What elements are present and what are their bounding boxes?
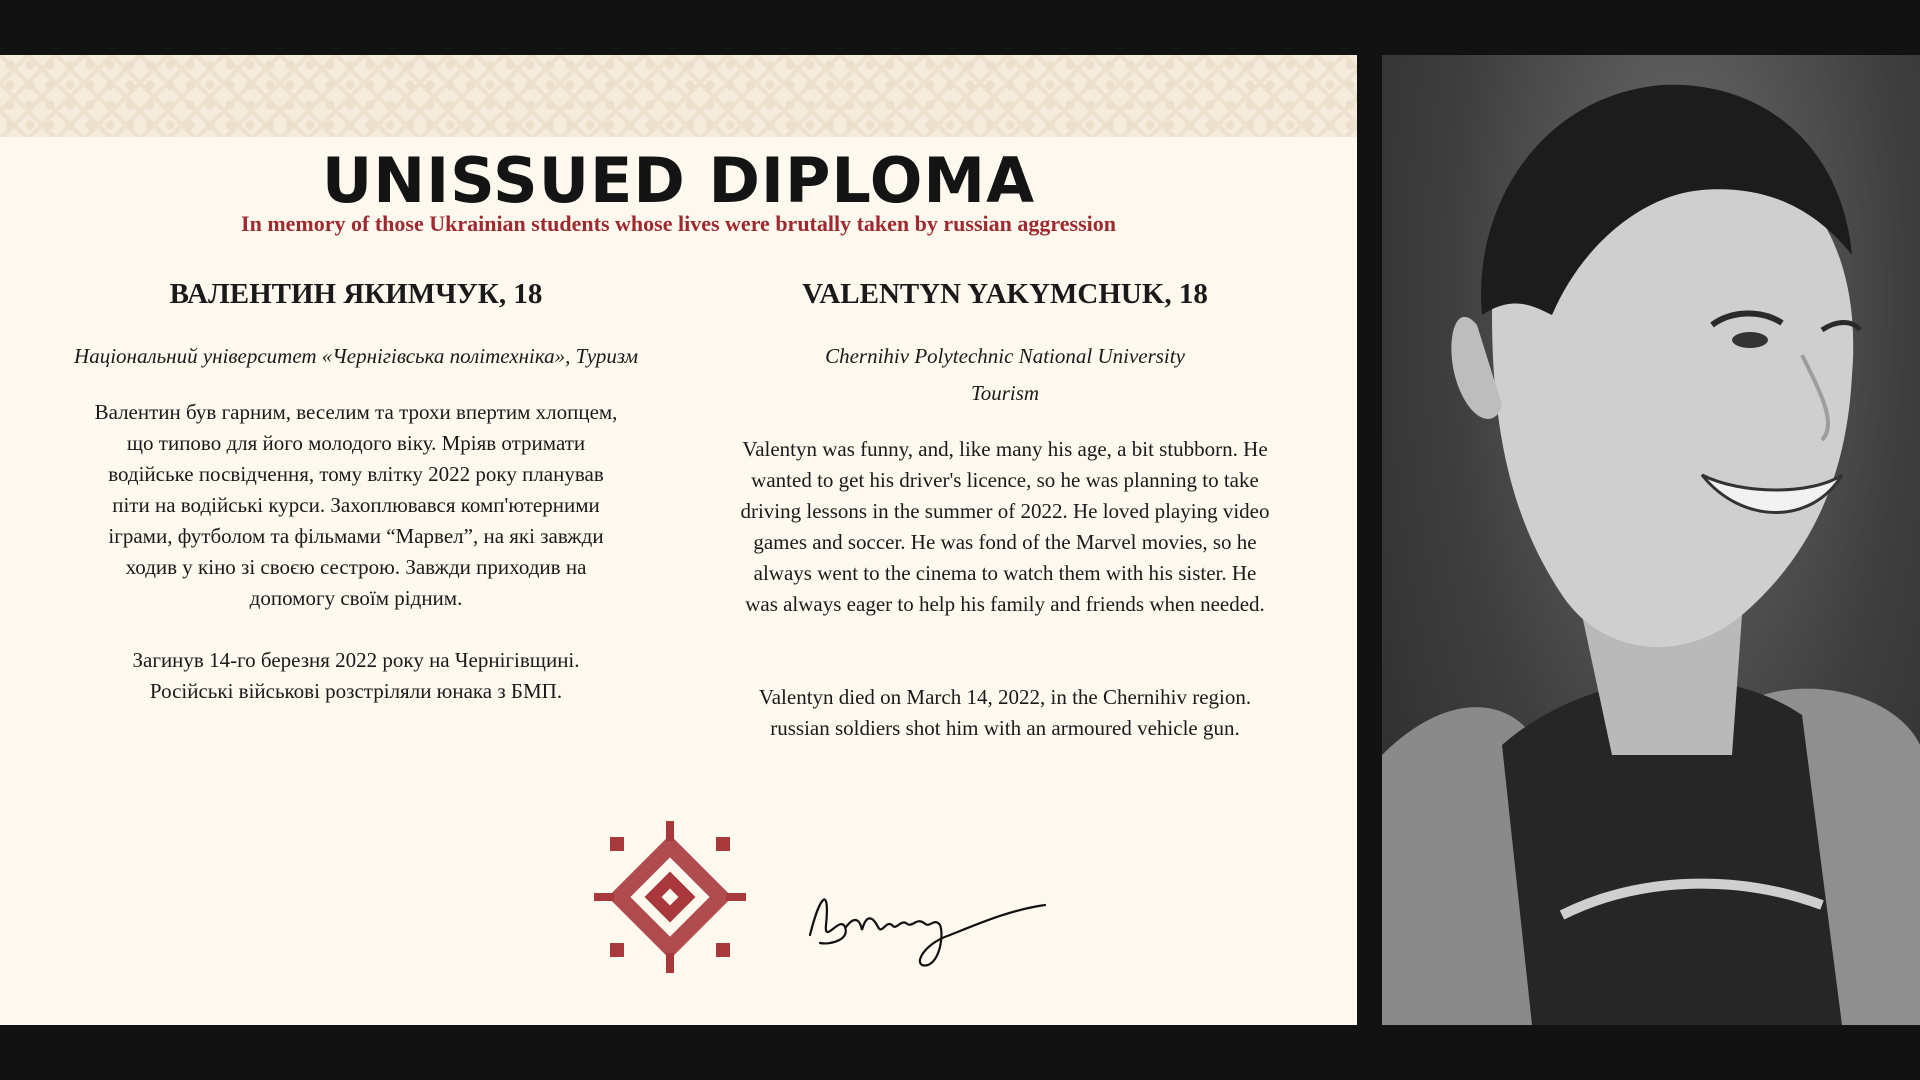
student-name-en: VALENTYN YAKYMCHUK, 18 xyxy=(802,278,1208,310)
bravery-signature xyxy=(800,865,1050,975)
bio-uk: Валентин був гарним, веселим та трохи впертим хлопцем, що типово для його молодого віку. Мріяв отримати водійське посвідчення, тому влітку 2022 року планував піти на водійські курси. Захоплювався комп'ютерними іграми, футболом та фільмами “Марвел”, на які завжди ходив у кіно зі своєю сестрою. Завжди приходив на допомогу своїм рідним. xyxy=(94,400,618,610)
death-note-uk: Загинув 14-го березня 2022 року на Чернігівщині. Російські військові розстріляли юнака з БМП. xyxy=(132,648,580,703)
english-column xyxy=(700,270,1310,744)
diploma-card xyxy=(0,55,1357,1025)
ornament-band xyxy=(0,55,1357,137)
diploma-title: UNISSUED DIPLOMA xyxy=(321,144,1036,217)
ukrainian-embroidery-seal-icon xyxy=(590,817,750,977)
ukrainian-column xyxy=(50,270,662,707)
university-uk: Національний університет «Чернігівська політехніка», Туризм xyxy=(74,344,638,368)
death-note-en: Valentyn died on March 14, 2022, in the Chernihiv region. russian soldiers shot him with an armoured vehicle gun. xyxy=(758,685,1252,740)
bio-en: Valentyn was funny, and, like many his age, a bit stubborn. He wanted to get his driver's licence, so he was planning to take driving lessons in the summer of 2022. He loved playing video games and soccer. He was fond of the Marvel movies, so he always went to the cinema to watch them with his sister. He was always eager to help his family and friends when needed. xyxy=(740,437,1270,616)
student-name-uk: ВАЛЕНТИН ЯКИМЧУК, 18 xyxy=(169,278,543,310)
university-en: Chernihiv Polytechnic National University Tourism xyxy=(825,344,1185,405)
diploma-subtitle: In memory of those Ukrainian students whose lives were brutally taken by russian aggression xyxy=(241,211,1116,236)
portrait-photo xyxy=(1382,55,1920,1025)
frame-divider xyxy=(1357,55,1382,1025)
